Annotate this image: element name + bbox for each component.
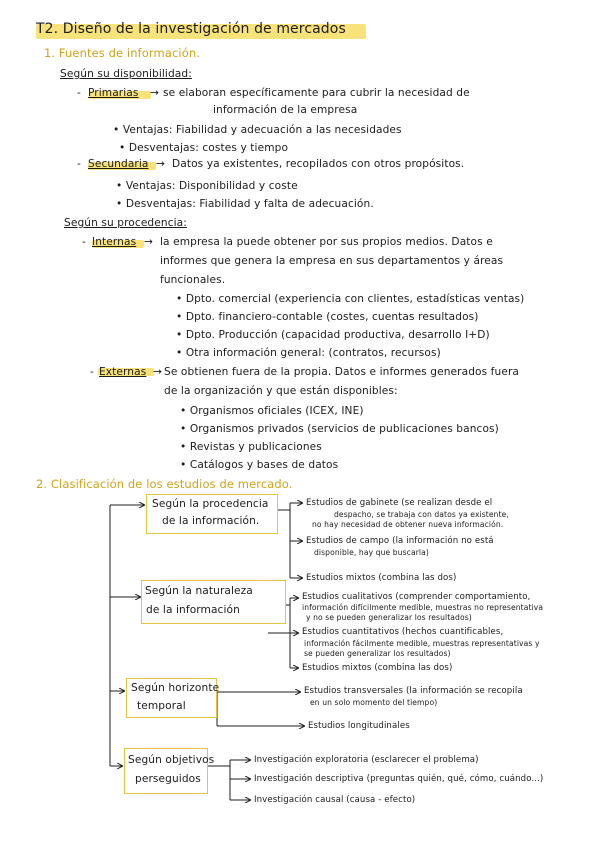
campo-text-2: disponible, hay que buscarla) [314,548,429,557]
externas-item: • Revistas y publicaciones [180,441,322,453]
box-procedencia-line2: de la información. [162,515,260,527]
internas-item: • Dpto. financiero-contable (costes, cuentas resultados) [176,311,479,323]
gabinete-text: Estudios de gabinete (se realizan desde el [306,498,493,508]
primarias-desc-2: información de la empresa [213,104,358,116]
arrow-externas: → [153,366,162,378]
box-procedencia-line1: Según la procedencia [152,498,269,510]
transversales-text: Estudios transversales (la información se recopila [304,686,523,696]
internas-desc: la empresa la puede obtener por sus propios medios. Datos e [160,236,493,248]
mixtos-text: Estudios mixtos (combina las dos) [302,663,453,673]
primarias-desc: se elaboran específicamente para cubrir la necesidad de [163,87,470,99]
page-title: T2. Diseño de la investigación de mercados [36,21,346,37]
dash-secundaria: - [77,158,81,170]
dash-externas: - [90,366,94,378]
section-1-heading: 1. Fuentes de información. [44,46,200,60]
externas-item: • Organismos oficiales (ICEX, INE) [180,405,364,417]
cuantitativos-text-3: se pueden generalizar los resultados) [304,649,451,658]
arrow-internas: → [144,236,153,248]
mixtos-text: Estudios mixtos (combina las dos) [306,573,457,583]
campo-text: Estudios de campo (la información no está [306,536,494,546]
primarias-ventajas: • Ventajas: Fiabilidad y adecuación a las necesidades [113,124,402,136]
arrow-secundaria: → [156,158,165,170]
externas-desc: Se obtienen fuera de la propia. Datos e informes generados fuera [164,366,519,378]
longitudinales-text: Estudios longitudinales [308,721,410,731]
box-horizonte-line1: Según horizonte [131,682,220,694]
internas-desc-2: informes que genera la empresa en sus departamentos y áreas [160,255,504,267]
descriptiva-text: Investigación descriptiva (preguntas quién, qué, cómo, cuándo...) [254,774,544,784]
box-horizonte-line2: temporal [137,700,186,712]
cualitativos-text: Estudios cualitativos (comprender comportamiento, [302,592,531,602]
internas-desc-3: funcionales. [160,274,226,286]
internas-item: • Dpto. comercial (experiencia con clientes, estadísticas ventas) [176,293,525,305]
internas-item: • Otra información general: (contratos, recursos) [176,347,441,359]
availability-label: Según su disponibilidad: [60,68,192,80]
exploratoria-text: Investigación exploratoria (esclarecer el problema) [254,755,479,765]
externas-label: Externas [99,366,147,378]
secundaria-desventajas: • Desventajas: Fiabilidad y falta de adecuación. [116,198,374,210]
gabinete-text-3: no hay necesidad de obtener nueva información. [312,520,504,529]
cuantitativos-text-2: información fácilmente medible, muestras representativas y [304,639,540,648]
box-objetivos-line2: perseguidos [135,773,201,785]
secundaria-ventajas: • Ventajas: Disponibilidad y coste [116,180,298,192]
externas-item: • Catálogos y bases de datos [180,459,339,471]
box-naturaleza-line2: de la información [146,604,240,616]
box-objetivos-line1: Según objetivos [128,754,215,766]
primarias-desventajas: • Desventajas: costes y tiempo [119,142,289,154]
causal-text: Investigación causal (causa - efecto) [254,795,416,805]
internas-label: Internas [92,236,137,248]
secundaria-label: Secundaria [88,158,149,170]
box-naturaleza-line1: Según la naturaleza [145,585,253,597]
cualitativos-text-2: información difícilmente medible, muestras no representativa [302,603,544,612]
primarias-label: Primarias [88,87,139,99]
arrow-primarias: → [150,87,159,99]
dash-primarias: - [77,87,81,99]
gabinete-text-2: despacho, se trabaja con datos ya existente, [334,510,509,519]
externas-desc-2: de la organización y que están disponibles: [164,385,398,397]
externas-item: • Organismos privados (servicios de publicaciones bancos) [180,423,499,435]
procedencia-label: Según su procedencia: [64,217,187,229]
secundaria-desc: Datos ya existentes, recopilados con otros propósitos. [172,158,465,170]
cualitativos-text-3: y no se pueden generalizar los resultados) [306,613,472,622]
dash-internas: - [82,236,86,248]
transversales-text-2: en un solo momento del tiempo) [310,698,438,707]
section-2-heading: 2. Clasificación de los estudios de mercado. [36,477,293,491]
cuantitativos-text: Estudios cuantitativos (hechos cuantificables, [302,627,504,637]
internas-item: • Dpto. Producción (capacidad productiva, desarrollo I+D) [176,329,490,341]
